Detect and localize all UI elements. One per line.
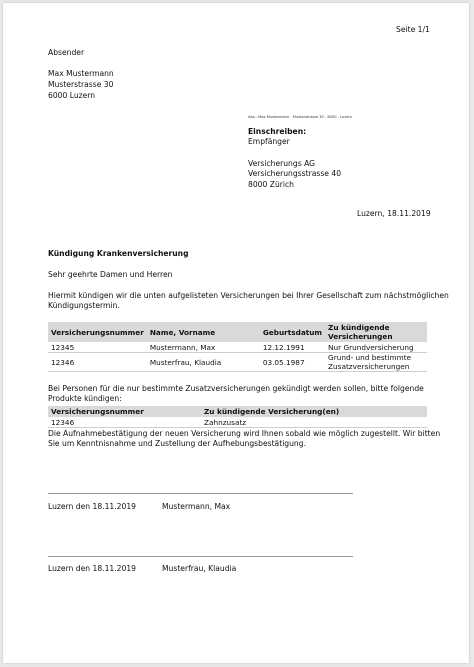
salutation: Sehr geehrte Damen und Herren — [48, 270, 173, 279]
cell-insurances: Nur Grundversicherung — [325, 342, 427, 353]
recipient-label: Empfänger — [248, 137, 290, 146]
cell-name: Musterfrau, Klaudia — [147, 353, 260, 372]
cell-policy-number: 12346 — [48, 417, 201, 428]
insured-persons-table — [48, 322, 427, 372]
cell-insurance: Zahnzusatz — [201, 417, 427, 428]
table-row — [48, 417, 427, 428]
col-header-insurance: Zu kündigende Versicherung(en) — [201, 406, 427, 417]
signature-place-date: Luzern den 18.11.2019 — [48, 502, 136, 511]
recipient-city: 8000 Zürich — [248, 180, 294, 189]
subject-line: Kündigung Krankenversicherung — [48, 249, 189, 258]
cell-policy-number: 12345 — [48, 342, 147, 353]
intro-line-2: Kündigungstermin. — [48, 301, 120, 310]
closing-line-1: Die Aufnahmebestätigung der neuen Versicherung wird Ihnen sobald wie möglich zugestellt. Wir bitten — [48, 429, 441, 438]
intro-line-1: Hiermit kündigen wir die unten aufgelisteten Versicherungen bei Ihrer Gesellschaft zum nächstmöglichen — [48, 291, 449, 300]
recipient-street: Versicherungsstrasse 40 — [248, 169, 342, 178]
table-header-row — [48, 406, 427, 417]
signature-place-date: Luzern den 18.11.2019 — [48, 564, 136, 573]
col-header-policy-number: Versicherungsnummer — [48, 322, 147, 342]
closing-line-2: Sie um Kenntnisnahme und Zustellung der Aufhebungsbestätigung. — [48, 439, 306, 448]
sender-name: Max Mustermann — [48, 69, 114, 78]
registered-mail-label: Einschreiben: — [248, 127, 307, 136]
sender-city: 6000 Luzern — [48, 91, 96, 100]
cell-birthdate: 12.12.1991 — [260, 342, 325, 353]
cell-policy-number: 12346 — [48, 353, 147, 372]
table-row — [48, 342, 427, 353]
page-number: Seite 1/1 — [396, 25, 430, 34]
recipient-company: Versicherungs AG — [248, 159, 316, 168]
signature-name: Mustermann, Max — [162, 502, 231, 511]
cell-insurances: Grund- und bestimmte Zusatzversicherungen — [325, 353, 427, 372]
partial-note-line-2: Produkte kündigen: — [48, 394, 122, 403]
signature-name: Musterfrau, Klaudia — [162, 564, 237, 573]
signature-line — [48, 556, 353, 557]
partial-cancellation-table — [48, 406, 427, 428]
table-header-row — [48, 322, 427, 342]
cell-name: Mustermann, Max — [147, 342, 260, 353]
partial-note-line-1: Bei Personen für die nur bestimmte Zusatzversicherungen gekündigt werden sollen, bitte folgende — [48, 384, 424, 393]
col-header-policy-number: Versicherungsnummer — [48, 406, 201, 417]
signature-line — [48, 493, 353, 494]
letter-page — [3, 3, 469, 663]
return-address-line: Abs.: Max Mustermann - Musterstrasse 30 - 6000 - Luzern — [248, 115, 353, 119]
cell-birthdate: 03.05.1987 — [260, 353, 325, 372]
sender-street: Musterstrasse 30 — [48, 80, 114, 89]
col-header-name: Name, Vorname — [147, 322, 260, 342]
col-header-birthdate: Geburtsdatum — [260, 322, 325, 342]
place-date: Luzern, 18.11.2019 — [357, 209, 431, 218]
col-header-insurances: Zu kündigende Versicherungen — [325, 322, 427, 342]
table-row — [48, 353, 427, 372]
sender-heading: Absender — [48, 48, 85, 57]
